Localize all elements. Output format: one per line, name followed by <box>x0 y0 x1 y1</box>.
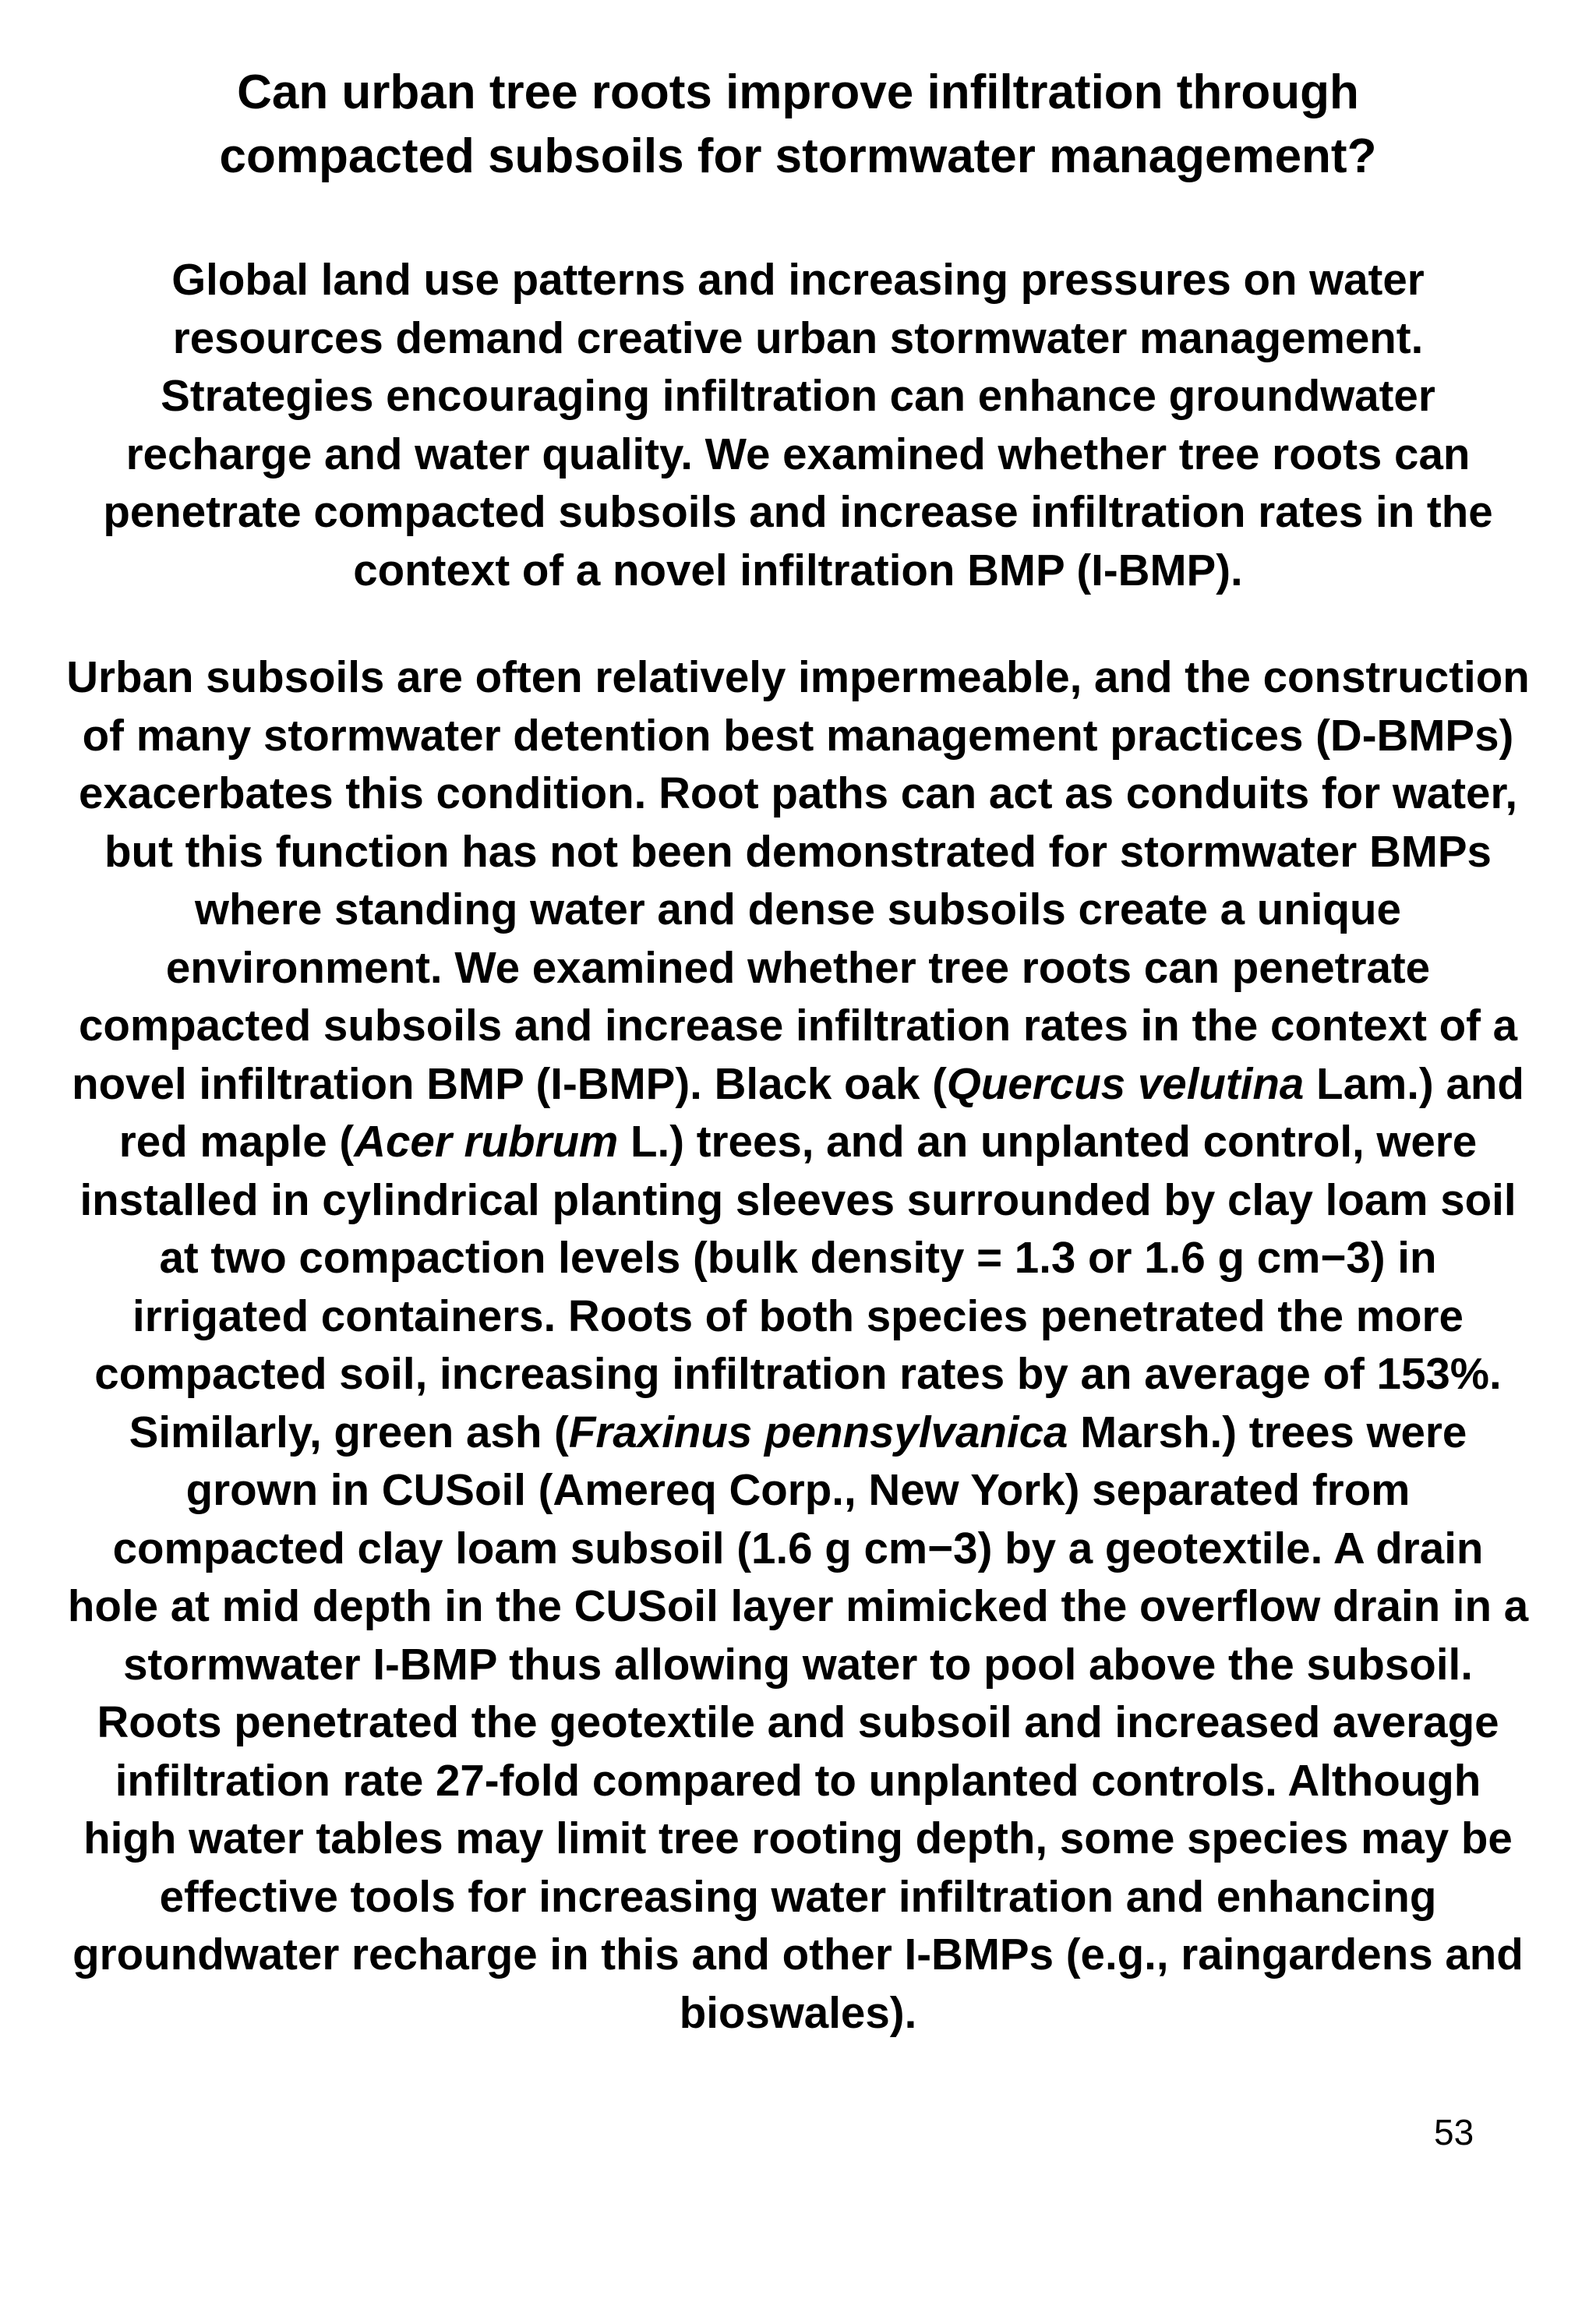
text-segment: Marsh.) trees were grown in CUSoil (Amereq Corp., New York) separated from compacted clay loam subsoil (1.6 g cm−3) by a geotextile. A drain hole at mid depth in the CUSoil layer mimicked the overflow drain in a stormwater I-BMP thus allowing water to pool above the subsoil. <box>67 1407 1529 1689</box>
page-title: Can urban tree roots improve infiltration through compacted subsoils for stormwater management? <box>219 65 1377 183</box>
species-name-black-oak: Quercus velutina <box>946 1058 1305 1108</box>
species-name-green-ash: Fraxinus pennsylvanica <box>568 1407 1068 1457</box>
text-segment: Lam.) and red maple ( <box>118 1058 1524 1166</box>
species-name-red-maple: Acer rubrum <box>354 1117 619 1166</box>
text-segment: Similarly, green ash ( <box>129 1407 569 1457</box>
text-segment: Roots penetrated the geotextile and subsoil and increased average infiltration rate 27-fold compared to unplanted controls. Although high water tables may limit tree rooting depth, some species may be effective tools for increasing water infiltration and enhancing groundwater recharge in this and other I-BMPs (e.g., raingardens and bioswales). <box>72 1697 1524 2037</box>
page-number: 53 <box>1434 2112 1474 2152</box>
text-segment: Urban subsoils are often relatively impermeable, and the construction of many stormwater detention best management practices (D-BMPs) exacerbates this condition. Root paths can act as conduits for water, but this function has not been demonstrated for stormwater BMPs where standing water and dense subsoils create a unique environment. We examined whether tree roots can penetrate compacted subsoils and increase infiltration rates in the context of a novel infiltration BMP (I-BMP). Black oak ( <box>66 652 1530 1108</box>
text-segment: L.) trees, and an unplanted control, were installed in cylindrical planting sleeves surrounded by clay loam soil at two compaction levels (bulk density = 1.3 or 1.6 g cm−3) in irrigated containers. Roots of both species penetrated the more compacted soil, increasing infiltration rates by an average of 153%. <box>79 1117 1517 1398</box>
methods-results-paragraph <box>65 648 1531 2042</box>
intro-paragraph: Global land use patterns and increasing pressures on water resources demand creative urban stormwater management. Strategies encouraging infiltration can enhance groundwater recharge and water quality. We examined whether tree roots can penetrate compacted subsoils and increase infiltration rates in the context of a novel infiltration BMP (I-BMP). <box>103 255 1493 595</box>
